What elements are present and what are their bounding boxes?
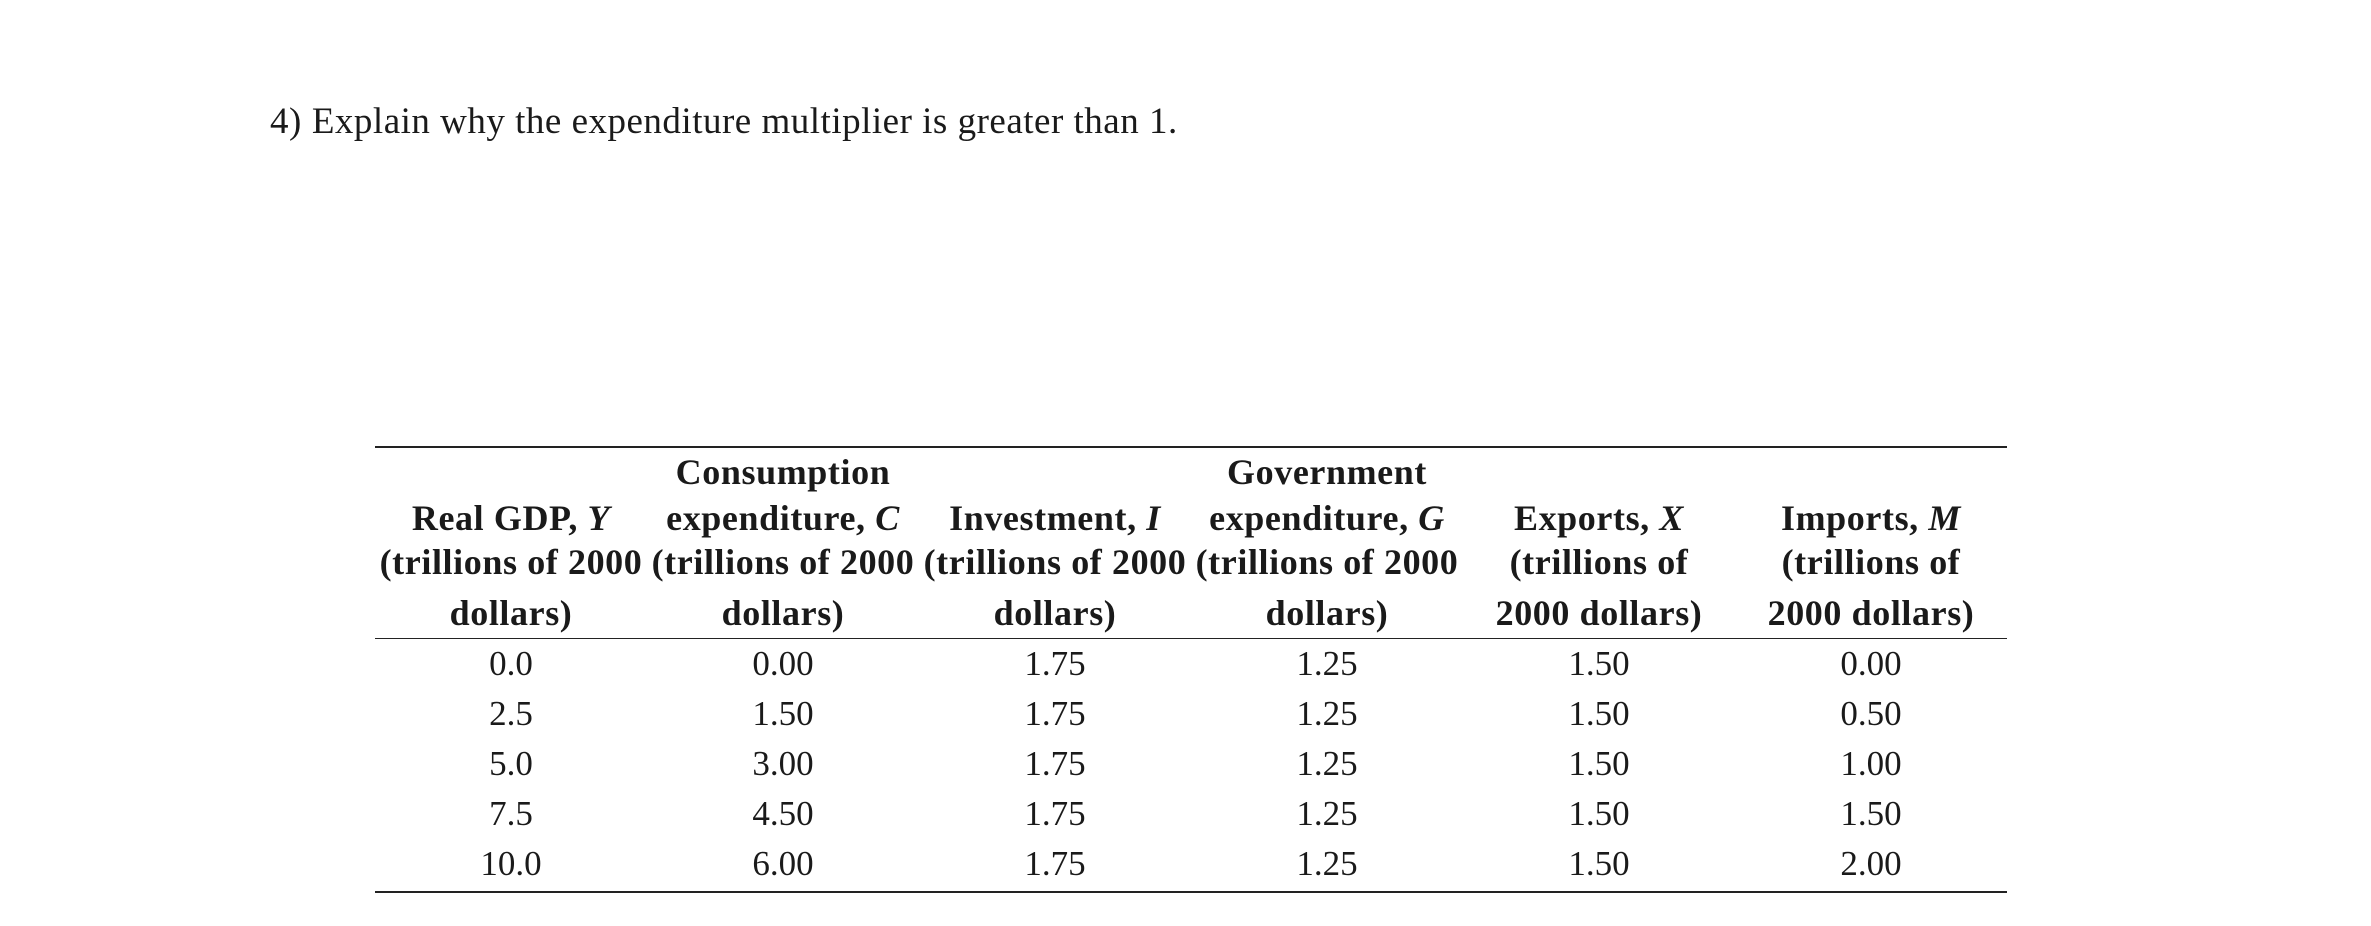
header-investment (919, 494, 1191, 540)
header-title-top (1463, 448, 1735, 494)
header-row-title-top (375, 448, 2007, 494)
header-exports (1463, 494, 1735, 540)
table-cell: 1.25 (1296, 694, 1358, 733)
table-cell: 1.50 (1568, 794, 1630, 833)
table-cell: 3.00 (752, 744, 814, 783)
header-unit: (trillions of 2000 (1195, 542, 1459, 582)
table-cell: 1.25 (1191, 839, 1463, 892)
table-cell: 1.50 (1840, 794, 1902, 833)
header-title: expenditure, (666, 498, 876, 538)
table-cell: 1.50 (752, 694, 814, 733)
table-cell: 0.00 (1840, 644, 1902, 683)
header-title: Imports, (1780, 498, 1929, 538)
header-variable: X (1659, 498, 1685, 538)
header-variable: G (1418, 498, 1445, 538)
header-unit: 2000 dollars) (1735, 584, 2007, 639)
expenditure-table (375, 446, 2007, 893)
table-cell: 2.5 (489, 694, 533, 733)
header-unit: dollars) (919, 584, 1191, 639)
question-text: Explain why the expenditure multiplier is greater than 1. (311, 101, 1178, 142)
table-cell: 1.75 (919, 839, 1191, 892)
header-unit: (trillions of 2000 (379, 542, 643, 582)
table-cell: 1.25 (1296, 644, 1358, 683)
header-unit: dollars) (647, 584, 919, 639)
table-cell: 1.50 (1568, 694, 1630, 733)
header-row-unit-2 (375, 584, 2007, 639)
header-title: expenditure, (1209, 498, 1419, 538)
header-title-top: Consumption (675, 452, 891, 492)
table-cell: 0.00 (752, 644, 814, 683)
table-cell: 1.00 (1840, 744, 1902, 783)
header-row-title (375, 494, 2007, 540)
table-cell: 4.50 (752, 794, 814, 833)
header-row-unit-1 (375, 540, 2007, 584)
table-row (375, 739, 2007, 789)
header-variable: I (1146, 498, 1161, 538)
question-number: 4) (270, 101, 302, 142)
table-cell: 1.75 (1024, 694, 1086, 733)
table-cell: 5.0 (489, 744, 533, 783)
data-table-container (375, 446, 2007, 893)
table-cell: 1.25 (1296, 794, 1358, 833)
header-variable: C (875, 498, 900, 538)
table-cell: 6.00 (647, 839, 919, 892)
table-cell: 0.0 (489, 644, 533, 683)
header-unit: dollars) (375, 584, 647, 639)
header-title-top: Government (1227, 452, 1427, 492)
table-cell: 10.0 (375, 839, 647, 892)
table-row (375, 639, 2007, 690)
table-cell: 7.5 (489, 794, 533, 833)
question (270, 100, 1178, 143)
table-row (375, 689, 2007, 739)
table-cell: 0.50 (1840, 694, 1902, 733)
header-title-top (1735, 448, 2007, 494)
header-variable: Y (587, 498, 611, 538)
header-imports (1735, 494, 2007, 540)
header-unit: (trillions of 2000 (651, 542, 915, 582)
header-unit: (trillions of (1781, 542, 1961, 582)
header-title: Exports, (1513, 498, 1660, 538)
header-government (1191, 494, 1463, 540)
table-cell: 1.50 (1568, 644, 1630, 683)
header-title: Real GDP, (411, 498, 588, 538)
header-title-top (375, 448, 647, 494)
header-unit: (trillions of 2000 (923, 542, 1187, 582)
header-title-top (919, 448, 1191, 494)
header-real-gdp (375, 494, 647, 540)
table-row (375, 789, 2007, 839)
table-cell: 1.75 (1024, 744, 1086, 783)
header-title: Investment, (949, 498, 1147, 538)
header-consumption (647, 494, 919, 540)
table-cell: 1.25 (1296, 744, 1358, 783)
header-variable: M (1928, 498, 1962, 538)
table-cell: 2.00 (1735, 839, 2007, 892)
header-unit: 2000 dollars) (1463, 584, 1735, 639)
table-cell: 1.75 (1024, 644, 1086, 683)
header-unit: (trillions of (1509, 542, 1689, 582)
table-cell: 1.50 (1463, 839, 1735, 892)
table-row (375, 839, 2007, 892)
header-unit: dollars) (1191, 584, 1463, 639)
table-cell: 1.75 (1024, 794, 1086, 833)
table-cell: 1.50 (1568, 744, 1630, 783)
